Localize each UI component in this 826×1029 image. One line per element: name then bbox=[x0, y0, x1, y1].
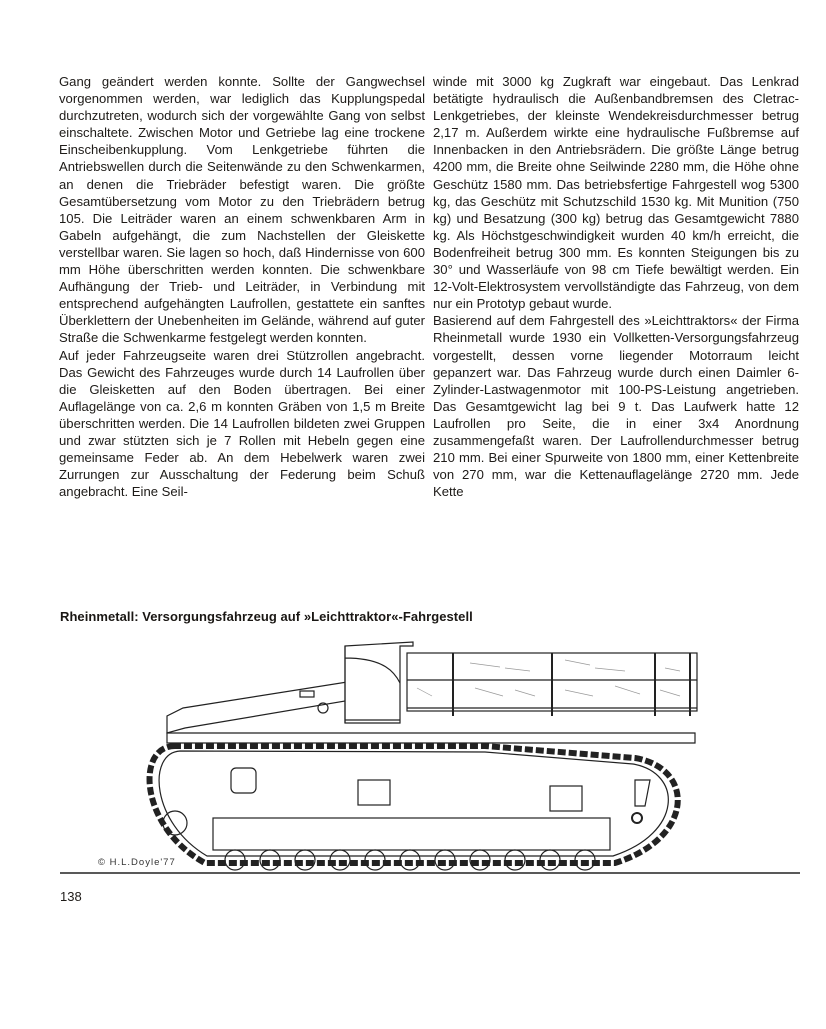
illustration-credit: © H.L.Doyle'77 bbox=[98, 857, 176, 868]
vehicle-illustration bbox=[55, 628, 815, 883]
side-panel bbox=[213, 818, 610, 850]
paragraph: Gang geändert werden konnte. Sollte der Gangwechsel vorgenommen werden, war lediglich das Kupplungspedal durchzutreten, wodurch sich der vorgewählte Gang von selbst einschaltete. Zwischen Motor und Getriebe lag eine trockene Einscheibenkupplung. Vom Lenkgetriebe führten die Antriebswellen durch die Seitenwände zu den Schwenkarmen, an denen die Triebräder befestigt waren. Die größte Gesamtübersetzung vom Motor zu den Triebrädern betrug 105. Die Leiträder waren an einem schwenkbaren Arm in Gabeln aufgehängt, die zum Nachstellen der Gleiskette verstellbar waren. Sie lagen so hoch, daß Hindernisse von 600 mm Höhe überschritten werden konnten. Die schwenkbare Aufhängung der Trieb- und Leiträder, in Verbindung mit entsprechend aufgehängten Laufrollen, gestattete ein sanftes Überklettern der Unebenheiten im Gelände, während auf guter Straße die Schwenkarme festgelegt werden konnten. bbox=[59, 74, 425, 346]
figure-caption: Rheinmetall: Versorgungsfahrzeug auf »Leichttraktor«-Fahrgestell bbox=[60, 609, 473, 624]
page-number: 138 bbox=[60, 889, 82, 904]
left-text-column bbox=[59, 73, 425, 500]
cab bbox=[345, 642, 413, 723]
paragraph: Basierend auf dem Fahrgestell des »Leichttraktors« der Firma Rheinmetall wurde 1930 ein Vollketten-Versorgungsfahrzeug vorgestellt, dessen vorne liegender Motorraum leicht gepanzert war. Das Fahrzeug wurde durch einen Daimler 6-Zylinder-Lastwagenmotor mit 100-PS-Leistung angetrieben. Das Gesamtgewicht lag bei 9 t. Das Laufwerk hatte 12 Laufrollen pro Seite, die in einer 3x4 Anordnung zusammengefaßt waren. Der Laufrollendurchmesser betrug 210 mm. Bei einer Spurweite von 1800 mm, einer Kettenbreite von 270 mm, war die Kettenauflagelänge 2720 mm. Jede Kette bbox=[433, 313, 799, 500]
upper-hull bbox=[167, 733, 695, 743]
paragraph: Auf jeder Fahrzeugseite waren drei Stützrollen angebracht. Das Gewicht des Fahrzeuges wurde durch 14 Laufrollen über die Gleisketten auf den Boden übertragen. Bei einer Auflagelänge von ca. 2,6 m konnten Gräben von 1,5 m Breite überschritten werden. Die 14 Laufrollen bildeten zwei Gruppen und zwar stützten sich je 7 Rollen mit Hebeln gegen eine gemeinsame Feder ab. An dem Hebelwerk waren zwei Zurrungen zur Ausschaltung der Federung beim Schuß angebracht. Eine Seil- bbox=[59, 347, 425, 500]
right-text-column bbox=[433, 73, 799, 500]
paragraph: winde mit 3000 kg Zugkraft war eingebaut. Das Lenkrad betätigte hydraulisch die Außenbandbremsen des Cletrac-Lenkgetriebes, der kleinste Wendekreisdurchmesser betrug 2,17 m. Außerdem wirkte eine hydraulische Fußbremse auf Innenbacken in den Antriebsrädern. Die größte Länge betrug 4200 mm, die Breite ohne Seilwinde 2280 mm, die Höhe ohne Geschütz 1580 mm. Das betriebsfertige Fahrgestell wog 5300 kg, das Geschütz mit Schutzschild 1530 kg. Mit Munition (750 kg) und Besatzung (300 kg) betrug das Gesamtgewicht 7880 kg. Als Höchstgeschwindigkeit wurden 40 km/h erreicht, die Bodenfreiheit betrug 300 mm. Es konnten Steigungen bis zu 30° und Wasserläufe von 98 cm Tiefe bewältigt werden. Ein 12-Volt-Elektrosystem vervollständigte das Fahrzeug, von dem nur ein Prototyp gebaut wurde. bbox=[433, 74, 799, 312]
